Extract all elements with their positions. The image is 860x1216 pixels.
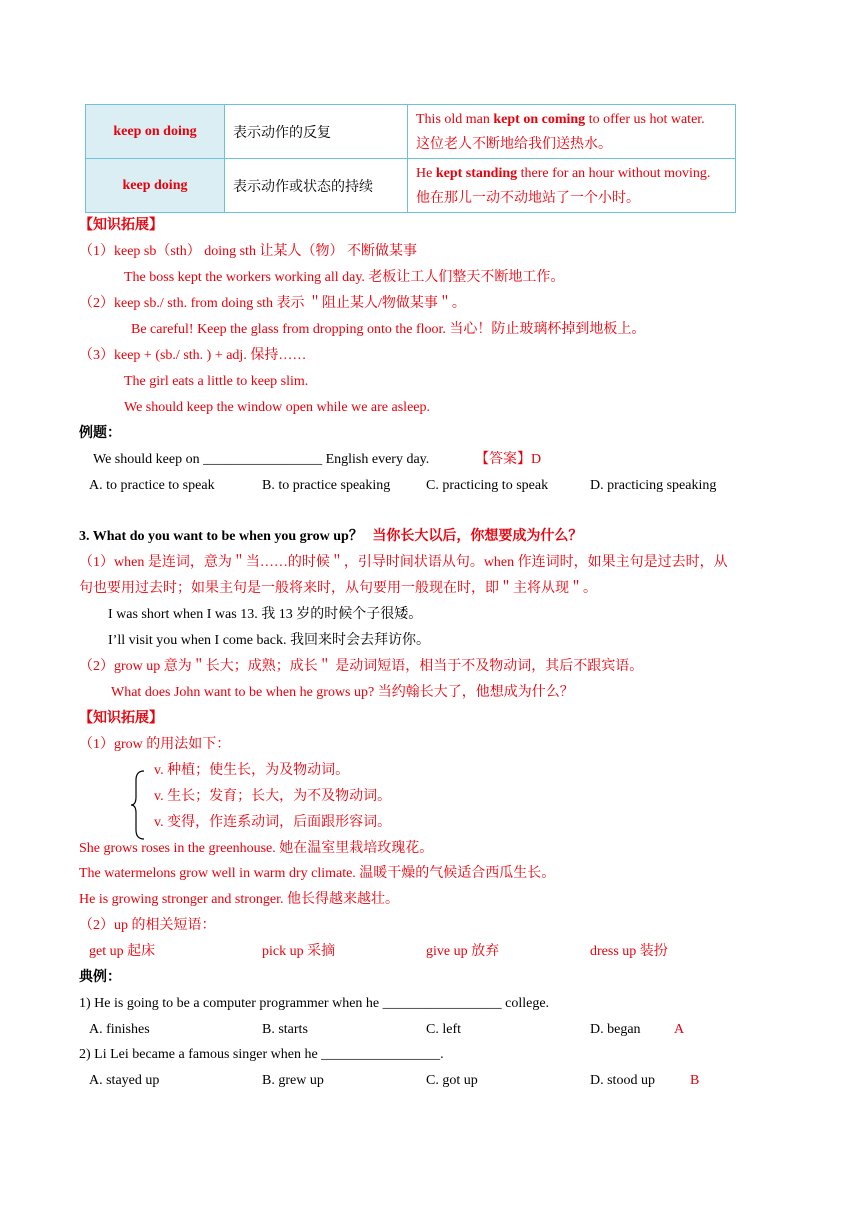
option-d: D. stood up xyxy=(590,1073,655,1088)
example-text: to offer us hot water. xyxy=(585,111,705,127)
example-translation: 这位老人不断地给我们送热水。 xyxy=(416,136,612,152)
option-a: A. stayed up xyxy=(89,1073,160,1088)
option-b: B. starts xyxy=(262,1022,308,1037)
curly-brace-icon xyxy=(131,770,145,840)
phrase-item: get up 起床 xyxy=(89,944,156,959)
phrase-cell: keep on doing xyxy=(86,105,225,159)
example-heading: 例题： xyxy=(79,426,121,441)
question-text: 1) He is going to be a computer programmer when he _________________ college. xyxy=(79,996,550,1011)
example-translation: 他在那儿一动不动地站了一个小时。 xyxy=(416,190,640,206)
example-line: The watermelons grow well in warm dry climate. 温暖干燥的气候适合西瓜生长。 xyxy=(79,866,556,881)
example-bold: kept standing xyxy=(435,165,518,181)
example-text: This old man xyxy=(416,111,494,127)
example-line: I’ll visit you when I come back. 我回来时会去拜访你。 xyxy=(108,633,430,648)
section-title-cn: 当你长大以后，你想要成为什么？ xyxy=(372,529,583,544)
option-a: A. to practice to speak xyxy=(89,478,215,493)
option-d: D. began xyxy=(590,1022,641,1037)
ext-example: The girl eats a little to keep slim. xyxy=(124,374,309,389)
ext-example: We should keep the window open while we are asleep. xyxy=(124,400,430,415)
example-cell xyxy=(408,105,736,159)
paragraph-line: （1）when 是连词，意为＂当……的时候＂，引导时间状语从句。when 作连词时，如果主句是过去时，从 xyxy=(79,555,728,570)
option-c: C. left xyxy=(426,1022,461,1037)
ext-item: （3）keep + (sb./ sth. ) + adj. 保持…… xyxy=(79,348,307,363)
section-title-en: 3. What do you want to be when you grow up？ xyxy=(79,529,363,544)
knowledge-heading: 【知识拓展】 xyxy=(79,711,163,726)
paragraph-line: （2）grow up 意为＂长大；成熟；成长＂ 是动词短语，相当于不及物动词，其后不跟宾语。 xyxy=(79,659,644,674)
usage-line: v. 生长；发育；长大，为不及物动词。 xyxy=(154,789,392,804)
ext-item: （2）keep sb./ sth. from doing sth 表示 ＂阻止某人/物做某事＂。 xyxy=(79,296,466,311)
example-line: He is growing stronger and stronger. 他长得越来越壮。 xyxy=(79,892,400,907)
knowledge-heading: 【知识拓展】 xyxy=(79,218,163,233)
meaning-cell: 表示动作的反复 xyxy=(225,105,408,159)
section-title xyxy=(79,528,582,546)
phrase-item: give up 放弃 xyxy=(426,944,500,959)
phrase-cell: keep doing xyxy=(86,159,225,213)
example-line: What does John want to be when he grows up? 当约翰长大了，他想成为什么？ xyxy=(111,685,574,700)
ext-item: （1）grow 的用法如下： xyxy=(79,737,231,752)
ext-example: Be careful! Keep the glass from dropping onto the floor. 当心！防止玻璃杯掉到地板上。 xyxy=(131,322,646,337)
option-b: B. to practice speaking xyxy=(262,478,391,493)
example-text: there for an hour without moving. xyxy=(517,165,711,181)
phrase-table xyxy=(85,104,736,213)
question-text: We should keep on _________________ English every day. xyxy=(93,452,430,467)
example-line: She grows roses in the greenhouse. 她在温室里栽培玫瑰花。 xyxy=(79,841,434,856)
ext-example: The boss kept the workers working all day. 老板让工人们整天不断地工作。 xyxy=(124,270,565,285)
example-text: He xyxy=(416,165,436,181)
usage-line: v. 种植；使生长，为及物动词。 xyxy=(154,763,350,778)
answer-text: 【答案】D xyxy=(475,452,542,467)
phrase-item: pick up 采摘 xyxy=(262,944,336,959)
option-a: A. finishes xyxy=(89,1022,150,1037)
option-b: B. grew up xyxy=(262,1073,324,1088)
phrase-item: dress up 装扮 xyxy=(590,944,668,959)
option-c: C. practicing to speak xyxy=(426,478,549,493)
ext-item: （1）keep sb（sth） doing sth 让某人（物） 不断做某事 xyxy=(79,244,417,259)
question-text: 2) Li Lei became a famous singer when he _________________. xyxy=(79,1047,444,1062)
ext-item: （2）up 的相关短语： xyxy=(79,918,216,933)
usage-line: v. 变得，作连系动词，后面跟形容词。 xyxy=(154,815,392,830)
answer-text: B xyxy=(690,1073,700,1088)
example-bold: kept on coming xyxy=(493,111,586,127)
example-cell xyxy=(408,159,736,213)
option-d: D. practicing speaking xyxy=(590,478,717,493)
table-row xyxy=(86,105,736,159)
table-row xyxy=(86,159,736,213)
example-heading: 典例： xyxy=(79,970,121,985)
paragraph-line: 句也要用过去时；如果主句是一般将来时，从句要用一般现在时，即＂主将从现＂。 xyxy=(79,581,597,596)
option-c: C. got up xyxy=(426,1073,478,1088)
meaning-cell: 表示动作或状态的持续 xyxy=(225,159,408,213)
example-line: I was short when I was 13. 我 13 岁的时候个子很矮。 xyxy=(108,607,423,622)
answer-text: A xyxy=(674,1022,685,1037)
